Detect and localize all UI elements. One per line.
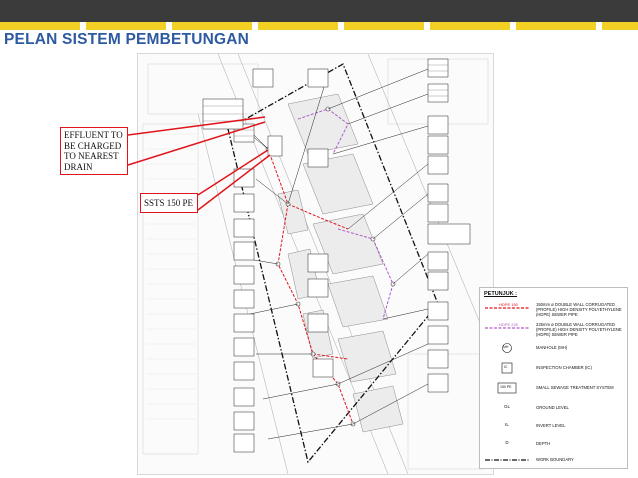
legend-item-ssts: 150 PE SMALL SEWAGE TREATMENT SYSTEM <box>480 380 629 396</box>
hdpe-225-symbol: HDPE 225 <box>499 322 518 327</box>
legend-item-hdpe-225: HDPE 225 225mm ø DOUBLE WALL CORRUGATED (PROFILE) HIGH DENSITY POLYETHYLENE (HDPE) SEWER PIPE <box>480 320 629 336</box>
legend-item-inspection-chamber: IC INSPECTION CHAMBER (IC) <box>480 360 629 376</box>
effluent-arrow-1 <box>128 117 265 135</box>
legend-item-ground-level: GL GROUND LEVEL <box>503 404 569 410</box>
legend-item-hdpe-150: HDPE 150 150mm ø DOUBLE WALL CORRUGATED (PROFILE) HIGH DENSITY POLYETHYLENE (HDPE) SEWER PIPE <box>480 300 629 316</box>
legend-item-invert-level: IL INVERT LEVEL <box>505 422 566 428</box>
slide-title: PELAN SISTEM PEMBETUNGAN <box>4 31 250 48</box>
hdpe-150-symbol: HDPE 150 <box>499 302 518 307</box>
ssts-arrow-1 <box>198 150 268 195</box>
legend-item-work-boundary: WORK BOUNDARY <box>480 452 629 468</box>
legend-item-manhole: MH MANHOLE (MH) <box>480 340 629 356</box>
effluent-callout: EFFLUENT TO BE CHARGED TO NEAREST DRAIN <box>60 127 128 175</box>
ssts-callout: SSTS 150 PE <box>140 193 198 213</box>
manhole-icon: MH <box>483 342 531 354</box>
legend-title: PETUNJUK : <box>484 291 518 297</box>
inspection-chamber-icon: IC <box>483 362 531 374</box>
effluent-arrow-2 <box>128 122 265 165</box>
ssts-icon: 150 PE <box>483 382 531 394</box>
legend-panel <box>479 287 628 469</box>
work-boundary-symbol <box>483 454 531 466</box>
legend-item-depth: D DEPTH <box>505 440 551 446</box>
ssts-arrow-2 <box>198 155 270 210</box>
